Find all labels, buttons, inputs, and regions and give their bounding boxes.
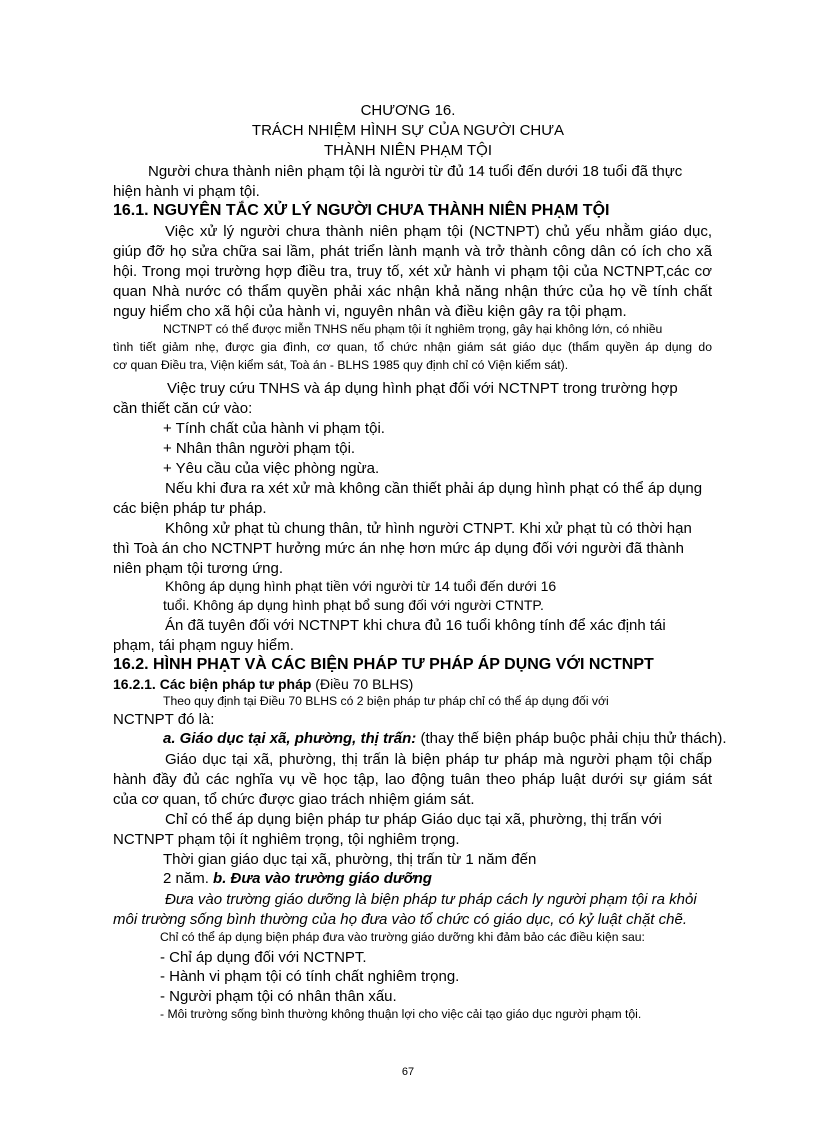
paragraph-line: Thời gian giáo dục tại xã, phường, thị trấn từ 1 năm đến [163,851,537,868]
small-note-line: Theo quy định tại Điều 70 BLHS có 2 biện pháp tư pháp chỉ có thể áp dụng đối với [163,694,609,708]
paragraph-line: hội. Trong mọi trường hợp điều tra, truy tố, xét xử hành vi phạm tội của NCTNPT,các cơ [113,263,712,280]
section-heading: 16.1. NGUYÊN TẮC XỬ LÝ NGƯỜI CHƯA THÀNH NIÊN PHẠM TỘI [113,202,610,219]
paragraph-line: quan Nhà nước có thẩm quyền phải xác nhận khả năng nhận thức của họ về tính chất [113,283,712,300]
section-heading: 16.2. HÌNH PHẠT VÀ CÁC BIỆN PHÁP TƯ PHÁP ÁP DỤNG VỚI NCTNPT [113,656,654,673]
intro-line: hiện hành vi phạm tội. [113,183,260,200]
paragraph-line: hành đầy đủ các nghĩa vụ về học tập, lao động tuân theo pháp luật dưới sự giám sát [113,771,712,788]
intro-line: Người chưa thành niên phạm tội là người từ đủ 14 tuổi đến dưới 18 tuổi đã thực [148,163,683,180]
paragraph-line: giúp đỡ họ sửa chữa sai lầm, phát triển lành mạnh và trở thành công dân có ích cho xã [113,243,712,260]
item-a-line [163,729,727,748]
paragraph-line: Không xử phạt tù chung thân, tử hình người CTNPT. Khi xử phạt tù có thời hạn [165,520,692,537]
paragraph-line: NCTNPT đó là: [113,711,215,728]
item-b-heading: b. Đưa vào trường giáo dưỡng [213,870,432,887]
paragraph-line: phạm, tái phạm nguy hiểm. [113,637,294,654]
dash-item: - Hành vi phạm tội có tính chất nghiêm trọng. [160,968,460,985]
paragraph-line: nguy hiểm cho xã hội của hành vi, nguyên nhân và điều kiện gây ra tội phạm. [113,303,627,320]
subsection-heading [113,675,413,694]
subsection-heading-rest: (Điều 70 BLHS) [311,676,414,692]
small-note-line: NCTNPT có thể được miễn TNHS nếu phạm tội ít nghiêm trọng, gây hại không lớn, có nhiều [163,322,663,336]
paragraph-line: cần thiết căn cứ vào: [113,400,253,417]
paragraph-line: niên phạm tội tương ứng. [113,560,284,577]
bullet-item: + Nhân thân người phạm tội. [163,440,356,457]
paragraph-line: các biện pháp tư pháp. [113,500,267,517]
paragraph-line: tuổi. Không áp dụng hình phạt bổ sung đối với người CTNTP. [163,597,544,613]
dash-item: - Môi trường sống bình thường không thuận lợi cho việc cải tạo giáo dục người phạm tội. [160,1007,642,1021]
chapter-label: CHƯƠNG 16. [360,102,456,119]
paragraph-line: Việc truy cứu TNHS và áp dụng hình phạt đối với NCTNPT trong trường hợp [167,380,678,397]
bullet-item: + Yêu cầu của việc phòng ngừa. [163,460,380,477]
paragraph-line: thì Toà án cho NCTNPT hưởng mức án nhẹ hơn mức áp dụng đối với người đã thành [113,540,684,557]
page-number: 67 [401,1066,415,1078]
chapter-title-line-1: TRÁCH NHIỆM HÌNH SỰ CỦA NGƯỜI CHƯA [251,122,565,139]
paragraph-line: Án đã tuyên đối với NCTNPT khi chưa đủ 16 tuổi không tính để xác định tái [165,617,666,634]
small-note-line: tình tiết giảm nhẹ, được gia đình, cơ quan, tổ chức nhận giám sát giáo dục (thẩm quyền áp dụng do [113,340,712,354]
paragraph-line: Không áp dụng hình phạt tiền với người từ 14 tuổi đến dưới 16 [165,578,557,594]
italic-paragraph-line: môi trường sống bình thường của họ đưa vào tổ chức có giáo dục, có kỷ luật chặt chẽ. [113,911,687,928]
small-note-line: cơ quan Điều tra, Viện kiểm sát, Toà án - BLHS 1985 quy định chỉ có Viện kiểm sát). [113,358,569,372]
paragraph-line: Chỉ có thể áp dụng biện pháp tư pháp Giáo dục tại xã, phường, thị trấn với [165,811,662,828]
paragraph-line: NCTNPT phạm tội ít nghiêm trọng, tội nghiêm trọng. [113,831,460,848]
item-a-rest: (thay thế biện pháp buộc phải chịu thử thách). [416,730,727,747]
dash-item: - Chỉ áp dụng đối với NCTNPT. [160,949,367,966]
italic-paragraph-line: Đưa vào trường giáo dưỡng là biện pháp tư pháp cách ly người phạm tội ra khỏi [165,891,697,908]
item-b-line [163,869,432,888]
item-a-heading: a. Giáo dục tại xã, phường, thị trấn: [163,730,417,747]
bullet-item: + Tính chất của hành vi phạm tội. [163,420,385,437]
dash-item: - Người phạm tội có nhân thân xấu. [160,988,397,1005]
chapter-title-line-2: THÀNH NIÊN PHẠM TỘI [323,142,493,159]
item-b-prefix: 2 năm. [163,870,214,887]
subsection-heading-bold: 16.2.1. Các biện pháp tư pháp [113,676,312,692]
small-note-line: Chỉ có thể áp dụng biện pháp đưa vào trường giáo dưỡng khi đảm bảo các điều kiện sau: [160,930,645,944]
paragraph-line: của cơ quan, tổ chức được giao trách nhiệm giám sát. [113,791,475,808]
paragraph-line: Nếu khi đưa ra xét xử mà không cần thiết phải áp dụng hình phạt có thể áp dụng [165,480,703,497]
paragraph-line: Giáo dục tại xã, phường, thị trấn là biện pháp tư pháp mà người phạm tội chấp [165,751,712,768]
paragraph-line: Việc xử lý người chưa thành niên phạm tội (NCTNPT) chủ yếu nhằm giáo dục, [165,223,712,240]
